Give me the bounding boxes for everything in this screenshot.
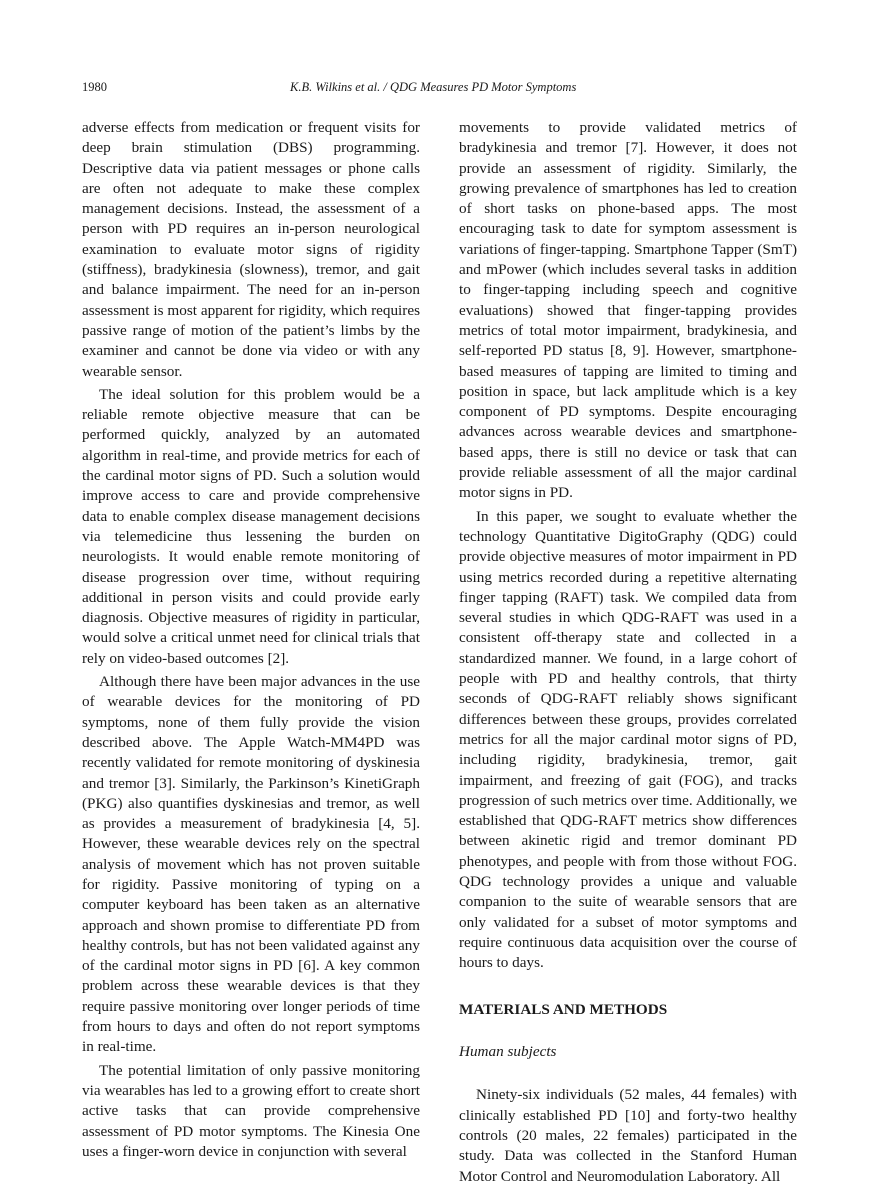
subsection-heading: Human subjects xyxy=(459,1043,557,1061)
section-heading: MATERIALS AND METHODS xyxy=(459,1001,668,1019)
paragraph: Ninety-six individuals (52 males, 44 females) with clinically established PD [10] and forty-two healthy controls (20 males, 22 females) participated in the study. Data was collected in the Stanford Human Motor Control and Neuromodulation Laboratory. All xyxy=(459,1086,797,1185)
paragraph: movements to provide validated metrics of bradykinesia and tremor [7]. However, it does not provide an assessment of rigidity. Similarly, the growing prevalence of smartphones has led to creation of short tasks on phone-based apps. The most encouraging task to date for symptom assessment is variations of finger-tapping. Smartphone Tapper (SmT) and mPower (which includes several tasks in addition to finger-tapping including speech and cognitive evaluations) showed that finger-tapping provides metrics of total motor impairment, bradykinesia, and self-reported PD status [8, 9]. However, smartphone-based measures of tapping are limited to timing and position in space, but lack amplitude which is a key component of PD symptoms. Despite encouraging advances across wearable devices and smartphone-based apps, there is still no device or task that can provide reliable assessment of all the major cardinal motor signs in PD. xyxy=(459,119,797,502)
paragraph: Although there have been major advances in the use of wearable devices for the monitoring of PD symptoms, none of them fully provide the vision described above. The Apple Watch-MM4PD was recently validated for remote monitoring of dyskinesia and tremor [3]. Similarly, the Parkinson’s KinetiGraph (PKG) also quantifies dyskinesias and tremor, as well as provides a measurement of bradykinesia [4, 5]. However, these wearable devices rely on the spectral analysis of movement which has not proven suitable for rigidity. Passive monitoring of typing on a computer keyboard has been taken as an alternative approach and shown promise to differentiate PD from healthy controls, but has not been validated against any of the cardinal motor signs in PD [6]. A key common problem across these wearable devices is that they require passive monitoring over longer periods of time from hours to days and often do not report symptoms in real-time. xyxy=(82,673,420,1056)
paragraph: The ideal solution for this problem would be a reliable remote objective measure that can be performed quickly, analyzed by an automated algorithm in real-time, and provide metrics for each of the cardinal motor signs of PD. Such a solution would improve access to care and provide comprehensive data to enable complex disease management decisions via telemedicine thus lessening the burden on neurologists. It would enable remote monitoring of disease progression over time, without requiring additional in person visits and could provide early diagnosis. Objective measures of rigidity in particular, would solve a critical unmet need for clinical trials that rely on video-based outcomes [2]. xyxy=(82,385,420,667)
running-head: K.B. Wilkins et al. / QDG Measures PD Motor Symptoms xyxy=(290,80,577,94)
page-number: 1980 xyxy=(82,80,107,94)
left-column xyxy=(82,118,420,1165)
paragraph: The potential limitation of only passive monitoring via wearables has led to a growing effort to create short active tasks that can provide comprehensive assessment of PD motor symptoms. The Kinesia One uses a finger-worn device in conjunction with several xyxy=(82,1061,420,1160)
paragraph: In this paper, we sought to evaluate whether the technology Quantitative DigitoGraphy (QDG) could provide objective measures of motor impairment in PD using metrics recorded during a repetitive alternating finger tapping (RAFT) task. We compiled data from several studies in which QDG-RAFT was used in a consistent off-therapy state and collected in a standardized manner. We found, in a large cohort of people with PD and healthy controls, that thirty seconds of QDG-RAFT reliably shows significant differences between these groups, provides correlated metrics for all the major cardinal motor signs of PD, including rigidity, bradykinesia, tremor, gait impairment, and freezing of gait (FOG), and tracks progression of such metrics over time. Additionally, we established that QDG-RAFT metrics show differences between akinetic rigid and tremor dominant PD phenotypes, and people with from those without FOG. QDG technology provides a unique and valuable companion to the suite of wearable sensors that are only validated for a subset of motor symptoms and require continuous data acquisition over the course of hours to days. xyxy=(459,507,797,972)
right-column xyxy=(459,118,797,1190)
paragraph: adverse effects from medication or frequent visits for deep brain stimulation (DBS) programming. Descriptive data via patient messages or phone calls are often not adequate to make these complex management decisions. Instead, the assessment of a person with PD requires an in-person neurological examination to evaluate motor signs of rigidity (stiffness), bradykinesia (slowness), tremor, and gait and balance impairment. The need for an in-person assessment is most apparent for rigidity, which requires passive range of motion of the patient’s limbs by the examiner and cannot be done via video or with any wearable sensor. xyxy=(82,119,420,380)
